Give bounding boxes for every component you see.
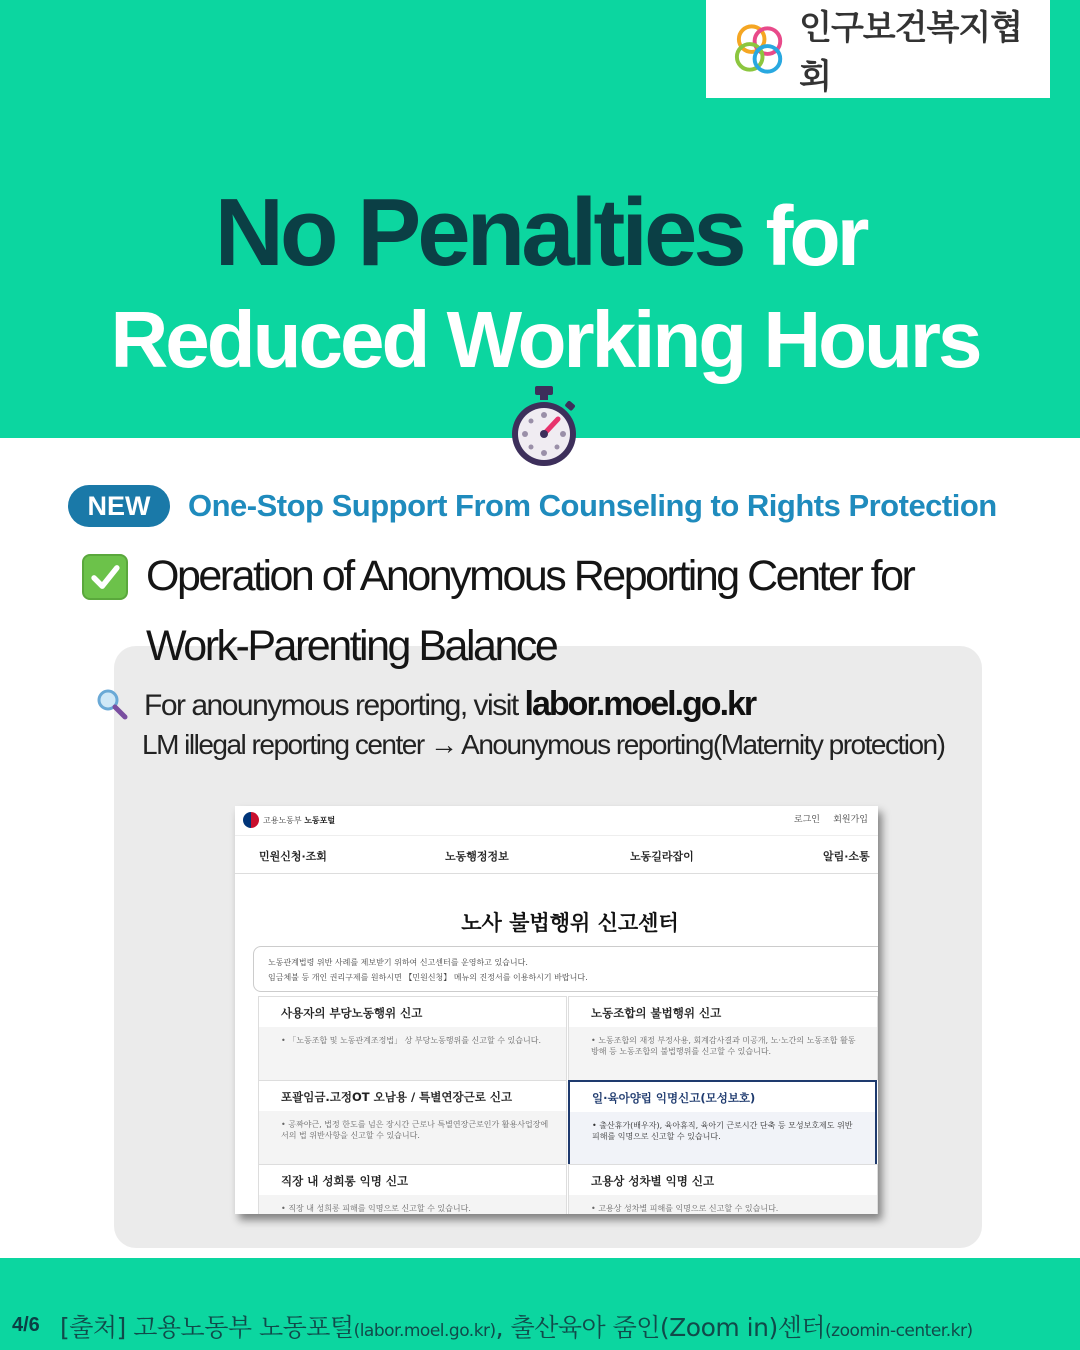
source-prefix: [출처] 고용노동부 노동포털 [60,1313,354,1342]
source-credit [60,1308,973,1344]
title-for: for [765,189,866,283]
source-url-zoomin: (zoomin-center.kr) [825,1321,973,1341]
report-card-overtime[interactable] [258,1080,567,1164]
card-body: • 노동조합의 재정 부정사용, 회계감사결과 미공개, 노·노간의 노동조합 활동방해 등 노동조합의 불법행위를 신고할 수 있습니다. [569,1027,877,1081]
nav-item-labor-guide[interactable]: 노동길라잡이 [630,850,694,863]
ministry-name: 고용노동부 [263,816,302,825]
card-title: 포괄임금.고정OT 오남용 / 특별연장근로 신고 [281,1090,513,1104]
visit-instruction [144,685,755,724]
report-card-maternity-protection[interactable] [568,1080,877,1165]
menu-path: LM illegal reporting center → Anounymous reporting(Maternity protection) [142,729,945,760]
magnifier-icon [96,688,128,720]
portal-name: 노동포털 [304,816,336,825]
section-heading-line2: Work-Parenting Balance [146,622,557,670]
association-logo-icon [730,19,789,79]
login-link[interactable]: 로그인 [793,815,820,825]
card-body: • 「노동조합 및 노동관계조정법」 상 부당노동행위를 신고할 수 있습니다. [259,1027,566,1081]
new-badge: NEW [68,485,170,527]
visit-url[interactable]: labor.moel.go.kr [524,685,756,723]
subtitle: One-Stop Support From Counseling to Rights Protection [188,488,997,523]
card-title: 고용상 성차별 익명 신고 [591,1174,715,1188]
nav-item-labor-admin[interactable]: 노동행정정보 [445,850,509,863]
card-title: 직장 내 성희롱 익명 신고 [281,1174,409,1188]
card-body: • 직장 내 성희롱 피해를 익명으로 신고할 수 있습니다. [259,1195,566,1214]
government-emblem-icon [243,812,259,828]
reporting-center-title: 노사 불법행위 신고센터 [461,911,679,935]
portal-nav [235,836,878,874]
portal-screenshot [235,806,878,1214]
page-title-line1 [0,178,1080,288]
notice-line2: 임금체불 등 개인 권리구제를 원하시면 【민원신청】 메뉴의 진정서를 이용하시기 바랍니다. [268,973,588,982]
notice-line1: 노동관계법령 위반 사례를 제보받기 위하여 신고센터를 운영하고 있습니다. [268,958,528,967]
report-card-sexual-harassment[interactable] [258,1164,567,1214]
notice-box [253,946,878,992]
nav-item-notice[interactable]: 알림·소통 [823,850,870,863]
check-box-icon [82,554,128,600]
report-card-union-illegal[interactable] [568,996,878,1080]
card-body: • 출산휴가(배우자), 육아휴직, 육아기 근로시간 단축 등 모성보호제도 위반 피해를 익명으로 신고할 수 있습니다. [570,1112,875,1166]
visit-text: For anounymous reporting, visit [144,689,518,722]
page-indicator: 4/6 [12,1314,40,1336]
report-card-unfair-labor[interactable] [258,996,567,1080]
source-mid: , 출산육아 줌인(Zoom in)센터 [495,1313,826,1342]
title-main: No Penalties [214,179,743,286]
nav-item-civil-petition[interactable]: 민원신청·조회 [259,850,327,863]
portal-topbar [235,806,878,836]
section-heading-line1: Operation of Anonymous Reporting Center for [146,552,914,600]
card-title: 일·육아양립 익명신고(모성보호) [592,1091,756,1105]
logo-box[interactable] [706,0,1050,98]
association-name: 인구보건복지협회 [799,8,1023,97]
card-title: 사용자의 부당노동행위 신고 [281,1006,423,1020]
card-body: • 공짜야근, 법정 한도를 넘은 장시간 근로나 특별연장근로인가 활용사업장에서의 법 위반사항을 신고할 수 있습니다. [259,1111,566,1165]
report-card-gender-discrimination[interactable] [568,1164,878,1214]
card-title: 노동조합의 불법행위 신고 [591,1006,722,1020]
portal-brand[interactable] [263,815,335,826]
card-body: • 고용상 성차별 피해를 익명으로 신고할 수 있습니다. [569,1195,877,1214]
stopwatch-icon [508,384,580,470]
source-url-labor: (labor.moel.go.kr) [353,1321,496,1341]
page-title-line2: Reduced Working Hours [110,295,980,384]
join-link[interactable]: 회원가입 [833,815,868,825]
